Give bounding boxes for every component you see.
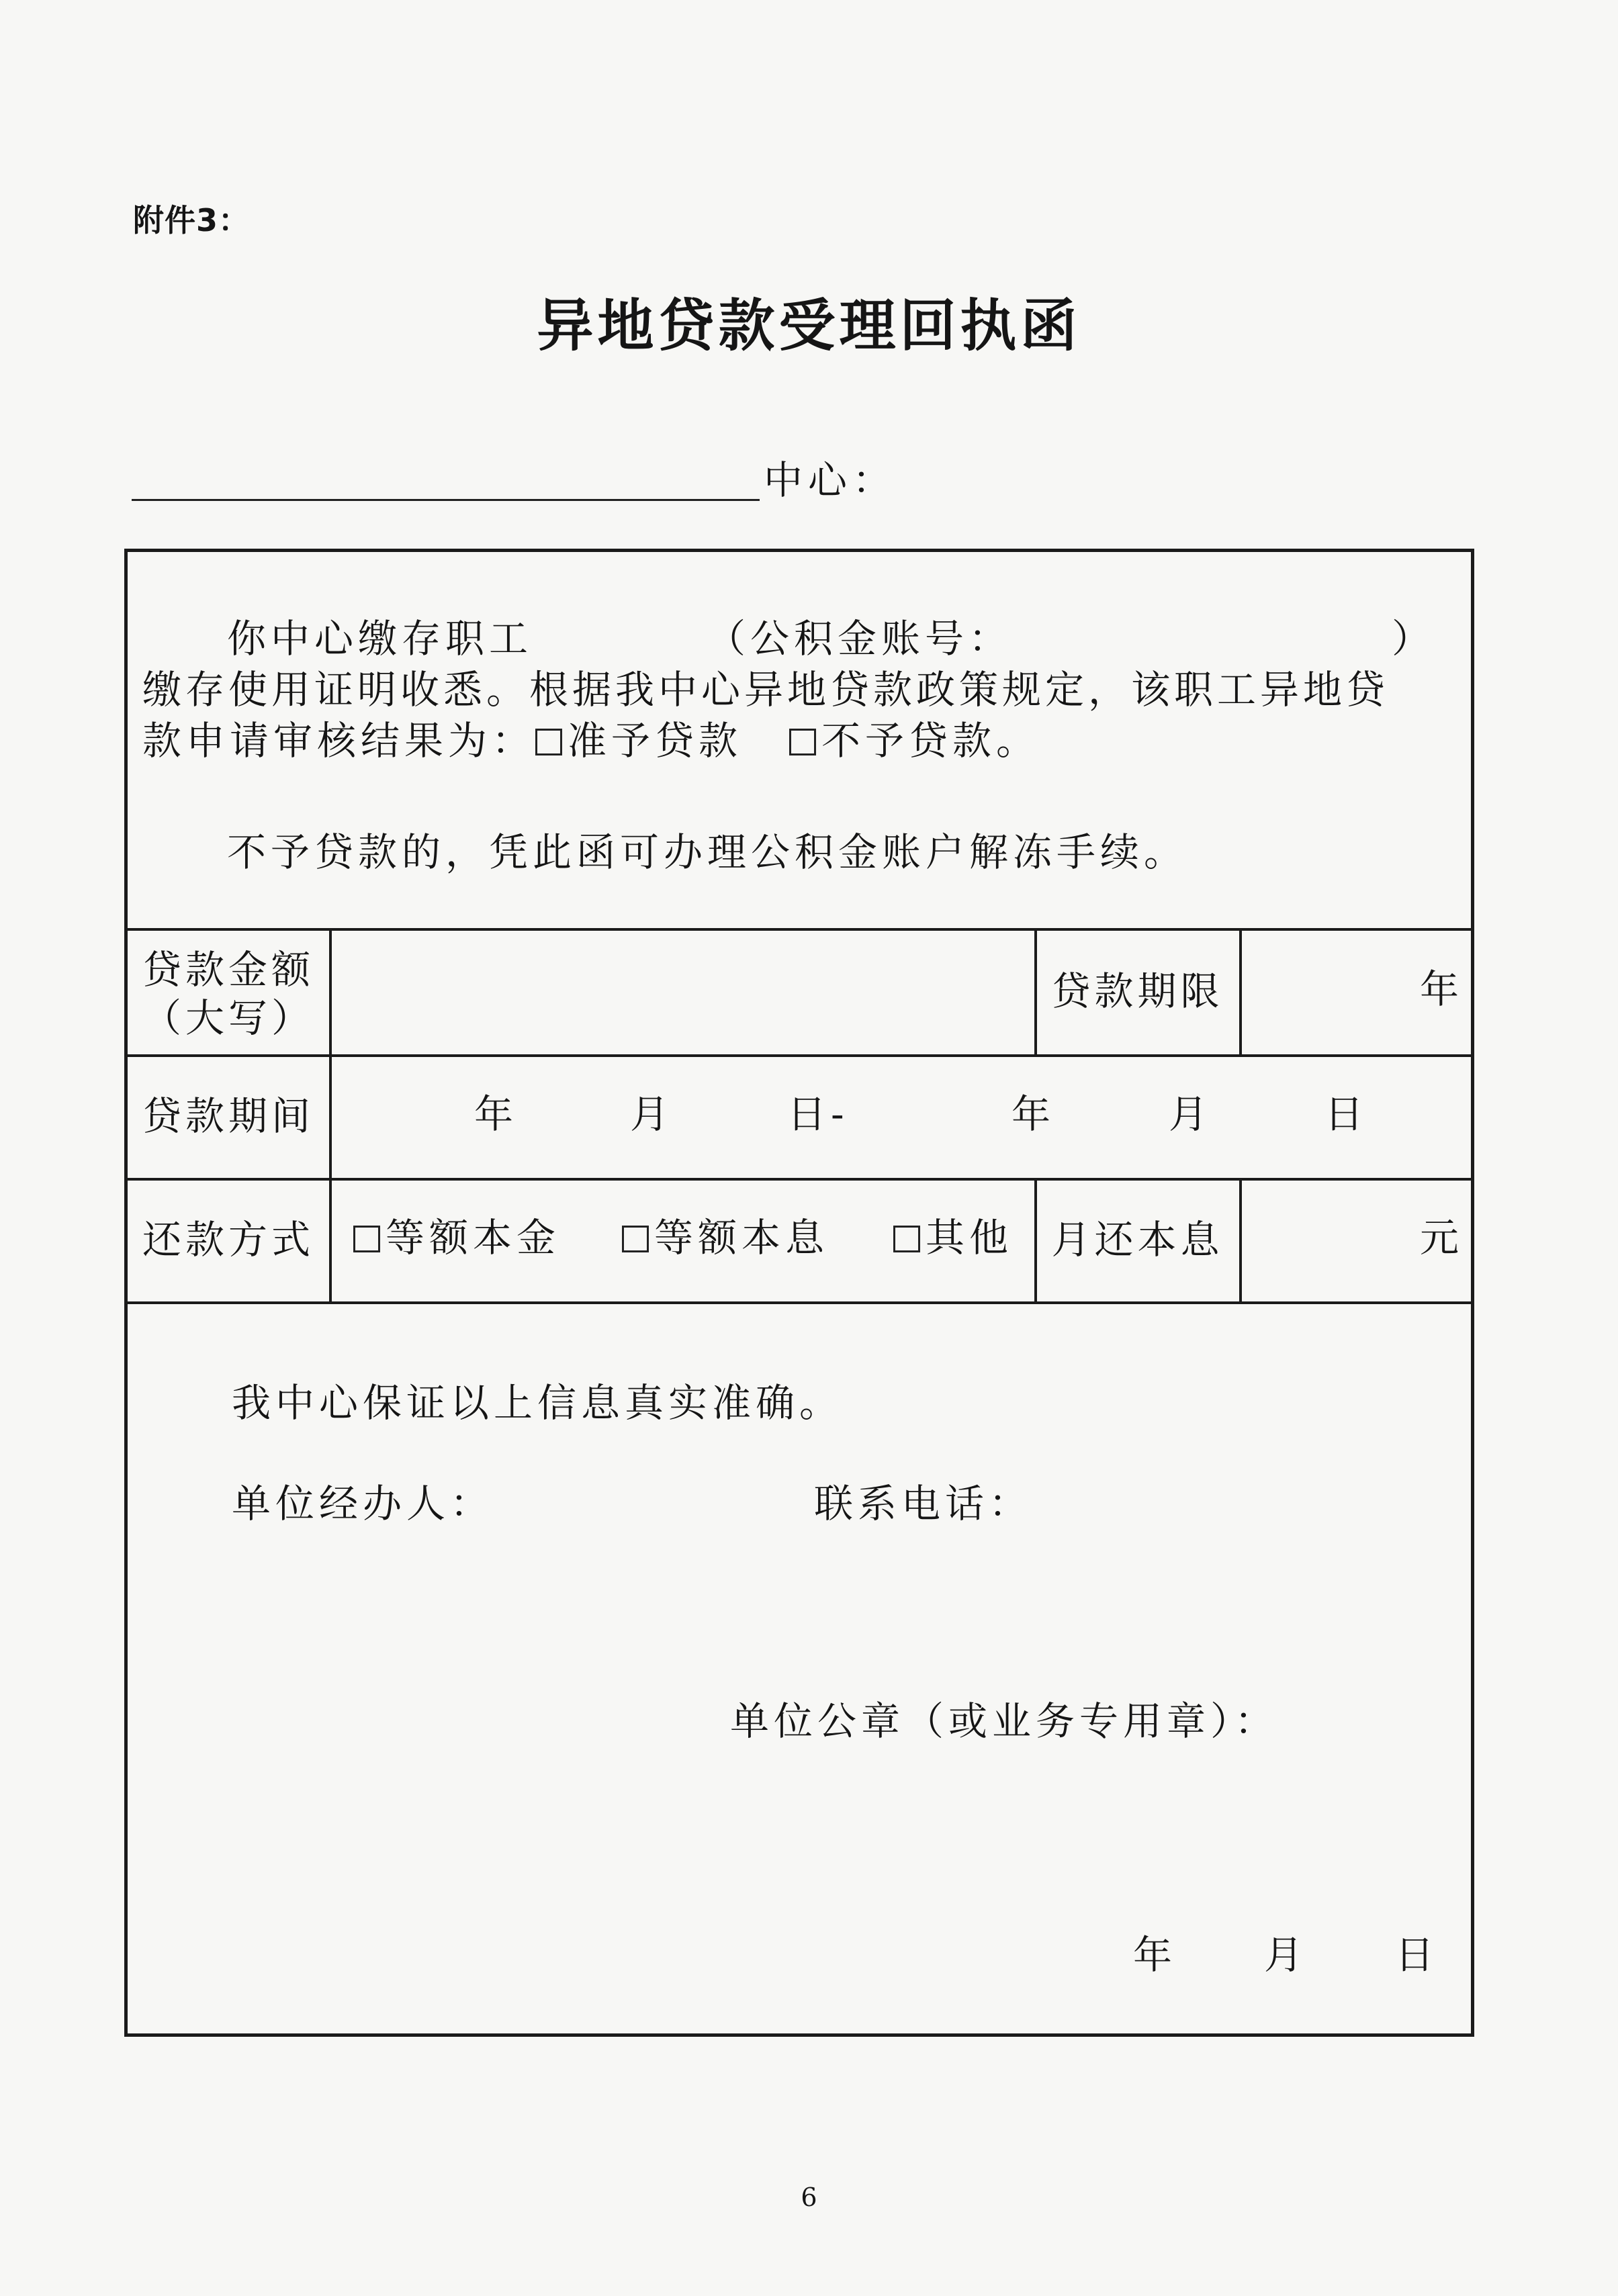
page-number: 6	[801, 2183, 817, 2212]
seal-label: 单位公章（或业务专用章）：	[730, 1698, 1279, 1744]
period-end-year: 年	[1012, 1091, 1056, 1137]
sign-date-year: 年	[1133, 1932, 1177, 1978]
reject-checkbox[interactable]	[789, 729, 816, 755]
repayment-method-label: 还款方式	[142, 1217, 314, 1262]
loan-period-label: 贷款期间	[142, 1093, 314, 1139]
handler-label: 单位经办人：	[232, 1481, 494, 1526]
other-checkbox[interactable]	[893, 1226, 920, 1252]
addressee-blank-line	[132, 499, 760, 501]
intro-line1-a: 你中心缴存职工	[227, 616, 533, 661]
intro-line2: 缴存使用证明收悉。根据我中心异地贷款政策规定，该职工异地贷	[142, 667, 1390, 713]
period-start-year: 年	[474, 1091, 519, 1137]
intro-line1-b: （公积金账号：	[707, 616, 1013, 661]
period-start-month: 月	[630, 1091, 674, 1137]
intro-line4: 不予贷款的，凭此函可办理公积金账户解冻手续。	[227, 829, 1188, 875]
guarantee-statement: 我中心保证以上信息真实准确。	[232, 1380, 844, 1426]
loan-amount-label-line1: 贷款金额	[142, 947, 314, 993]
period-end-day: 日	[1324, 1091, 1369, 1137]
col-divider-monthly-value	[1239, 1178, 1242, 1301]
col-divider-label	[329, 928, 332, 1301]
phone-label: 联系电话：	[814, 1481, 1033, 1526]
approve-checkbox[interactable]	[535, 729, 562, 755]
repay-option-equal-installment	[622, 1215, 829, 1260]
equal-principal-label: 等额本金	[386, 1215, 561, 1260]
sign-date-day: 日	[1395, 1932, 1439, 1978]
period-end-month: 月	[1169, 1091, 1213, 1137]
reject-option-label: 不予贷款。	[821, 718, 1040, 764]
equal-installment-label: 等额本息	[654, 1215, 829, 1260]
other-label: 其他	[926, 1215, 1014, 1260]
intro-line1-c: ）	[1392, 616, 1436, 661]
repay-option-equal-principal	[353, 1215, 561, 1260]
addressee-suffix: 中心：	[764, 457, 897, 503]
monthly-payment-label: 月还本息	[1051, 1217, 1224, 1262]
intro-line3-prefix: 款申请审核结果为：	[142, 718, 536, 764]
receipt-form-box	[124, 549, 1474, 2037]
approve-option-label: 准予贷款	[568, 718, 743, 764]
loan-amount-label	[128, 946, 329, 1042]
loan-amount-label-line2: （大写）	[142, 995, 314, 1041]
document-title: 异地贷款受理回执函	[537, 292, 1081, 359]
intro-line3	[142, 718, 1040, 764]
attachment-label: 附件3：	[133, 202, 251, 238]
loan-term-label: 贷款期限	[1051, 968, 1224, 1014]
equal-installment-checkbox[interactable]	[622, 1226, 649, 1252]
loan-term-unit: 年	[1420, 966, 1464, 1012]
equal-principal-checkbox[interactable]	[353, 1226, 380, 1252]
row-divider-4	[128, 1301, 1471, 1304]
repay-option-other	[893, 1215, 1014, 1260]
sign-date-month: 月	[1264, 1932, 1308, 1978]
monthly-payment-unit: 元	[1420, 1215, 1464, 1260]
period-start-day: 日-	[787, 1091, 849, 1137]
col-divider-term-value	[1239, 928, 1242, 1054]
